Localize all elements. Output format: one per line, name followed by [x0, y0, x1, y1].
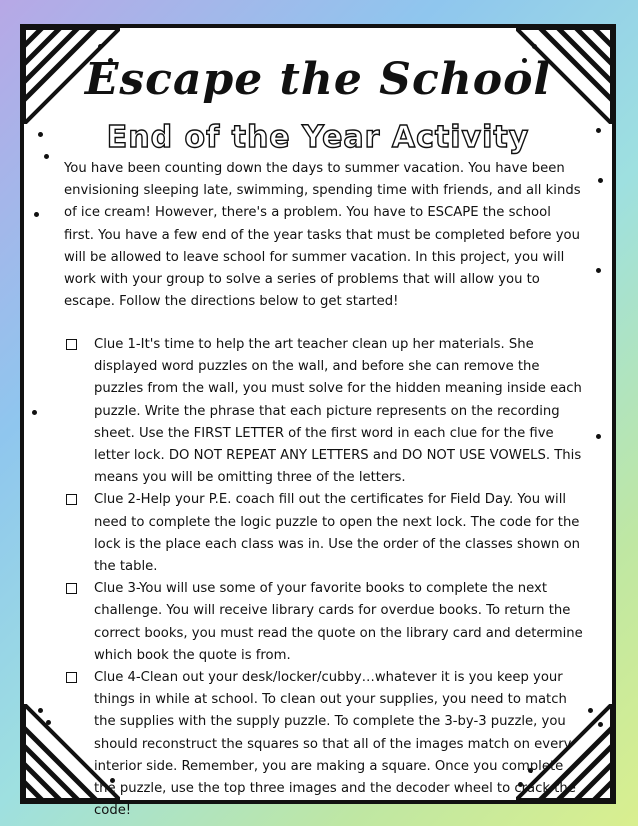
decor-dot [596, 434, 601, 439]
page-title: Escape the School [84, 54, 552, 105]
decor-dot [598, 178, 603, 183]
checkbox-icon[interactable] [66, 583, 77, 594]
checkbox-icon[interactable] [66, 672, 77, 683]
decor-dot [532, 44, 537, 49]
decor-dot [32, 410, 37, 415]
clue-text: Clue 1-It's time to help the art teacher clean up her materials. She displayed word puzzles on the wall, and before she can remove the puzzles from the wall, you must solve for the hidden meaning inside each puzzle. Write the phrase that each picture represents on the recording sheet. Use the FIRST LETTER of the first word in each clue for the five letter lock. DO NOT REPEAT ANY LETTERS and DO NOT USE VOWELS. This means you will be omitting three of the letters. [94, 337, 582, 486]
decor-dot [38, 708, 43, 713]
clue-list [64, 334, 584, 822]
checkbox-icon[interactable] [66, 494, 77, 505]
clue-text: Clue 3-You will use some of your favorite books to complete the next challenge. You will receive library cards for overdue books. To return the correct books, you must read the quote on the library card and determine which book the quote is from. [94, 581, 583, 663]
decor-dot [98, 44, 103, 49]
clue-item [64, 334, 584, 489]
clue-item [64, 489, 584, 578]
decor-dot [34, 212, 39, 217]
decor-dot [46, 720, 51, 725]
clue-text: Clue 4-Clean out your desk/locker/cubby…whatever it is you keep your things in while at school. To clean out your supplies, you need to match the supplies with the supply puzzle. To complete the 3-by-3 puzzle, you should reconstruct the squares so that all of the images match on every interior side. Remember, you are making a square. Once you complete the puzzle, use the top three images and the decoder wheel to crack the code! [94, 670, 576, 819]
decor-dot [588, 708, 593, 713]
clue-item [64, 578, 584, 667]
clue-item [64, 667, 584, 822]
activity-page [20, 24, 616, 819]
decor-dot [598, 722, 603, 727]
checkbox-icon[interactable] [66, 339, 77, 350]
clue-text: Clue 2-Help your P.E. coach fill out the certificates for Field Day. You will need to complete the logic puzzle to open the next lock. The code for the lock is the place each class was in. Use the order of the classes shown on the table. [94, 492, 581, 575]
decor-dot [596, 268, 601, 273]
intro-paragraph: You have been counting down the days to summer vacation. You have been envisioning sleeping late, swimming, spending time with friends, and all kinds of ice cream! However, there's a problem. You have to ESCAPE the school first. You have a few end of the year tasks that must be completed before you will be allowed to leave school for summer vacation. In this project, you will work with your group to solve a series of problems that will allow you to escape. Follow the directions below to get started! [64, 161, 581, 310]
page-subtitle: End of the Year Activity [106, 120, 530, 155]
